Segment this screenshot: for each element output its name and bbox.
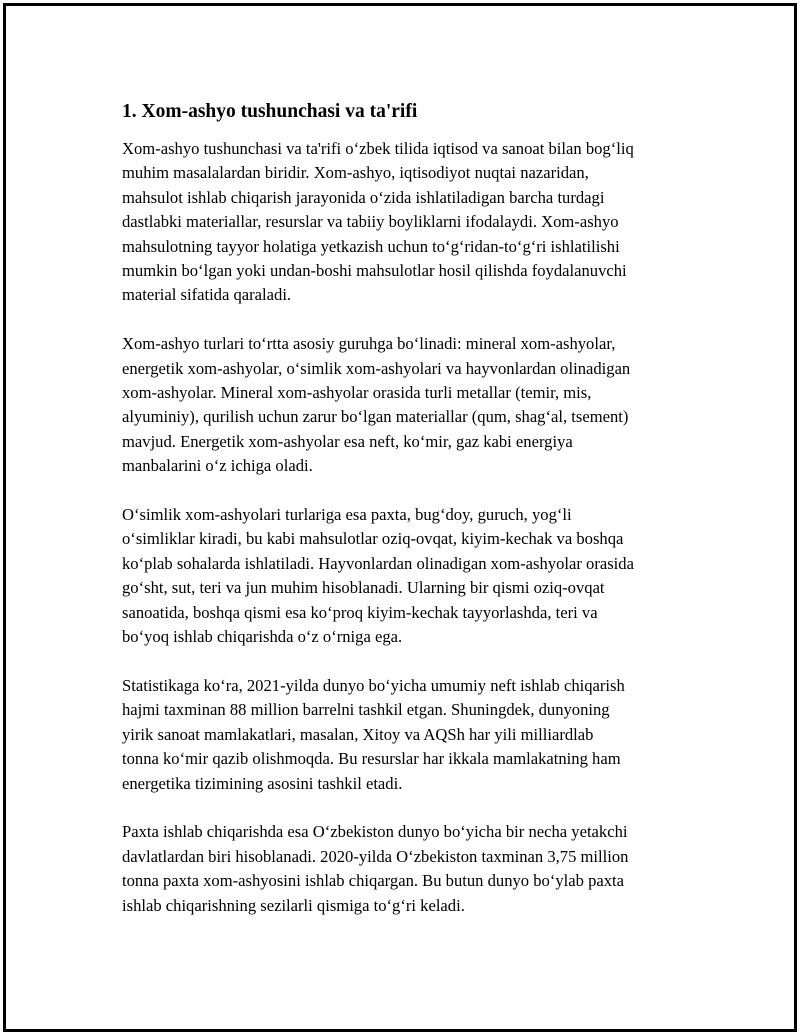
paragraph-plant-animal: Oʻsimlik xom-ashyolari turlariga esa paxta, bugʻdoy, guruch, yogʻli oʻsimliklar kiradi, bu kabi mahsulotlar oziq-ovqat, kiyim-kechak va boshqa koʻplab sohalarda ishlatiladi. Hayvonlardan olinadigan xom-ashyolar orasida goʻsht, sut, teri va jun muhim hisoblanadi. Ularning bir qismi oziq-ovqat sanoatida, boshqa qismi esa koʻproq kiyim-kechak tayyorlashda, teri va boʻyoq ishlab chiqarishda oʻz oʻrniga ega. <box>122 505 634 647</box>
document-title: 1. Xom-ashyo tushunchasi va ta'rifi <box>122 101 418 122</box>
paragraph-cotton: Paxta ishlab chiqarishda esa Oʻzbekiston dunyo boʻyicha bir necha yetakchi davlatlardan biri hisoblanadi. 2020-yilda Oʻzbekiston taxminan 3,75 million tonna paxta xom-ashyosini ishlab chiqargan. Bu butun dunyo boʻylab paxta ishlab chiqarishning sezilarli qismiga toʻgʻri keladi. <box>122 822 629 915</box>
page-frame <box>3 3 797 1032</box>
document-body <box>122 100 702 942</box>
paragraph-statistics: Statistikaga koʻra, 2021-yilda dunyo boʻyicha umumiy neft ishlab chiqarish hajmi taxminan 88 million barrelni tashkil etgan. Shuningdek, dunyoning yirik sanoat mamlakatlari, masalan, Xitoy va AQSh har yili milliardlab tonna koʻmir qazib olishmoqda. Bu resurslar har ikkala mamlakatning ham energetika tizimining asosini tashkil etadi. <box>122 675 625 793</box>
paragraph-definition: Xom-ashyo tushunchasi va ta'rifi oʻzbek tilida iqtisod va sanoat bilan bogʻliq muhim masalalardan biridir. Xom-ashyo, iqtisodiyot nuqtai nazaridan, mahsulot ishlab chiqarish jarayonida oʻzida ishlatiladigan barcha turdagi dastlabki materiallar, resurslar va tabiiy boyliklarni ifodalaydi. Xom-ashyo mahsulotning tayyor holatiga yetkazish uchun toʻgʻridan-toʻgʻri ishlatilishi mumkin boʻlgan yoki undan-boshi mahsulotlar hosil qilishda foydalanuvchi material sifatida qaraladi. <box>122 139 634 305</box>
paragraph-types: Xom-ashyo turlari toʻrtta asosiy guruhga boʻlinadi: mineral xom-ashyolar, energetik xom-ashyolar, oʻsimlik xom-ashyolari va hayvonlardan olinadigan xom-ashyolar. Mineral xom-ashyolar orasida turli metallar (temir, mis, alyuminiy), qurilish uchun zarur boʻlgan materiallar (qum, shagʻal, tsement) mavjud. Energetik xom-ashyolar esa neft, koʻmir, gaz kabi energiya manbalarini oʻz ichiga oladi. <box>122 334 631 476</box>
